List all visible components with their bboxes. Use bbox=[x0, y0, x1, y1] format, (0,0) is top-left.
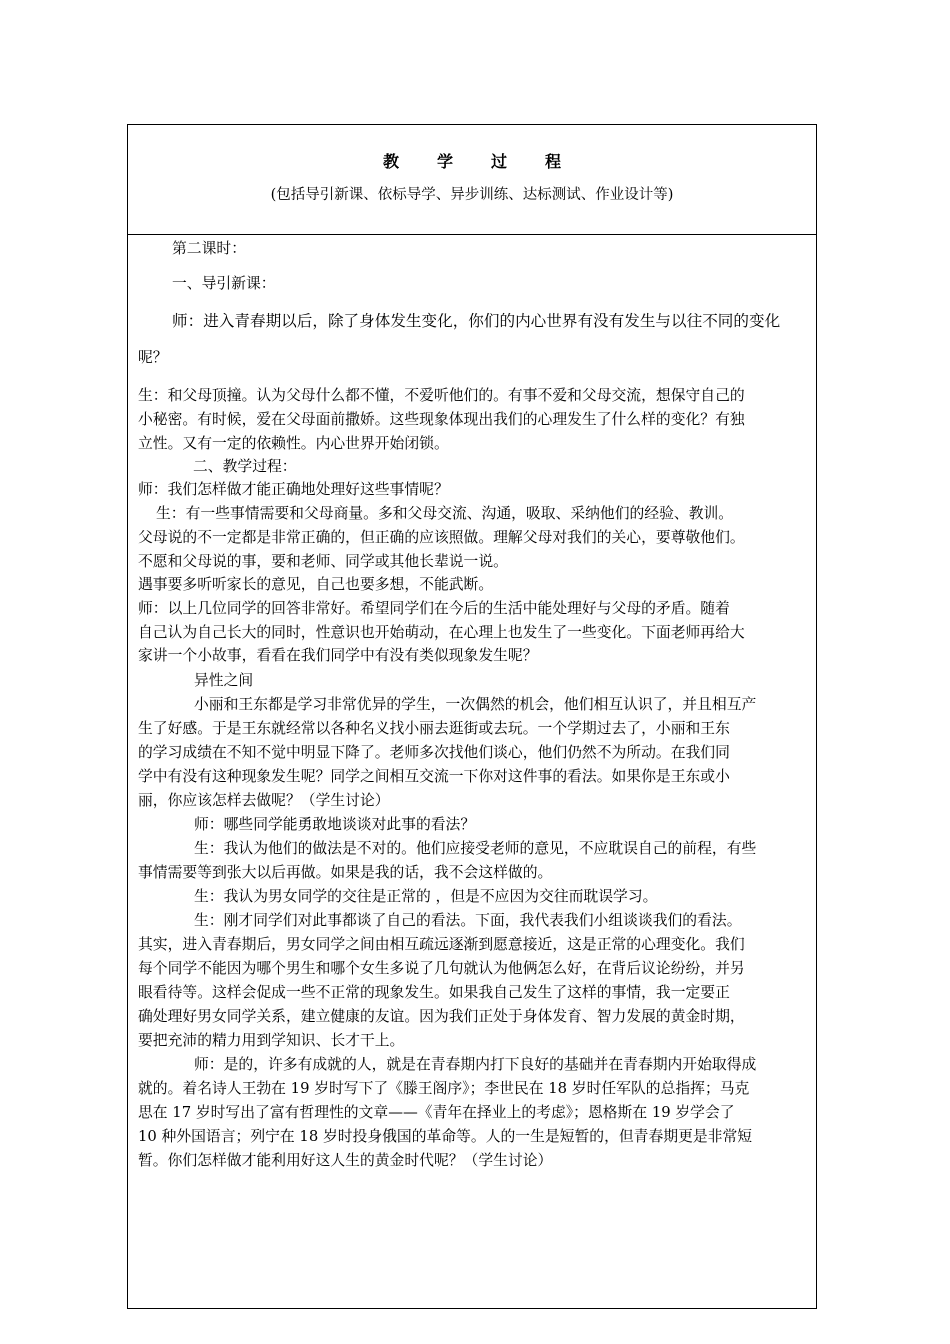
text-line: 每个同学不能因为哪个男生和哪个女生多说了几句就认为他俩怎么好，在背后议论纷纷，并另 bbox=[138, 960, 745, 977]
text-line: 生了好感。于是王东就经常以各种名义找小丽去逛街或去玩。一个学期过去了，小丽和王东 bbox=[138, 720, 730, 737]
text-line: 师：我们怎样做才能正确地处理好这些事情呢？ bbox=[138, 481, 449, 498]
text-line: 二、教学过程： bbox=[193, 458, 297, 475]
text-line: 生：和父母顶撞。认为父母什么都不懂，不爱听他们的。有事不爱和父母交流，想保守自己的 bbox=[138, 387, 745, 404]
text-line: 要把充沛的精力用到学知识、长才干上。 bbox=[138, 1032, 405, 1049]
text-line: 其实，进入青春期后，男女同学之间由相互疏远逐渐到愿意接近，这是正常的心理变化。我们 bbox=[138, 936, 745, 953]
text-line: 思在 17 岁时写出了富有哲理性的文章——《青年在择业上的考虑》；恩格斯在 19 岁学会了 bbox=[138, 1104, 735, 1121]
text-line: 自己认为自己长大的同时，性意识也开始萌动，在心理上也发生了一些变化。下面老师再给大 bbox=[138, 624, 745, 641]
text-line: 师：哪些同学能勇敢地谈谈对此事的看法？ bbox=[194, 816, 476, 833]
text-line: 小丽和王东都是学习非常优异的学生，一次偶然的机会，他们相互认识了，并且相互产 bbox=[194, 696, 757, 713]
text-line: 父母说的不一定都是非常正确的，但正确的应该照做。理解父母对我们的关心，要尊敬他们。 bbox=[138, 529, 745, 546]
text-line: 的学习成绩在不知不觉中明显下降了。老师多次找他们谈心，他们仍然不为所动。在我们同 bbox=[138, 744, 730, 761]
page-title: 教学过程 bbox=[382, 152, 599, 171]
page-subtitle: (包括导引新课、依标导学、异步训练、达标测试、作业设计等) bbox=[270, 187, 674, 203]
text-line: 一、导引新课： bbox=[172, 275, 276, 292]
text-line: 10 种外国语言；列宁在 18 岁时投身俄国的革命等。人的一生是短暂的，但青春期更是非常短 bbox=[138, 1128, 753, 1145]
text-line: 师：是的，许多有成就的人，就是在青春期内打下良好的基础并在青春期内开始取得成 bbox=[194, 1056, 757, 1073]
text-line: 学中有没有这种现象发生呢？同学之间相互交流一下你对这件事的看法。如果你是王东或小 bbox=[138, 768, 730, 785]
text-line: 眼看待等。这样会促成一些不正常的现象发生。如果我自己发生了这样的事情，我一定要正 bbox=[138, 984, 730, 1001]
text-line: 生：我认为男女同学的交往是正常的 ，但是不应因为交往而耽误学习。 bbox=[194, 888, 658, 905]
text-line: 暂。你们怎样做才能利用好这人生的黄金时代呢？（学生讨论） bbox=[138, 1152, 553, 1169]
table-header bbox=[128, 125, 816, 235]
text-line: 家讲一个小故事，看看在我们同学中有没有类似现象发生呢？ bbox=[138, 647, 538, 664]
text-line: 遇事要多听听家长的意见，自己也要多想，不能武断。 bbox=[138, 576, 494, 593]
text-line: 小秘密。有时候，爱在父母面前撒娇。这些现象体现出我们的心理发生了什么样的变化？有独 bbox=[138, 411, 745, 428]
text-line: 生：我认为他们的做法是不对的。他们应接受老师的意见，不应耽误自己的前程，有些 bbox=[194, 840, 757, 857]
text-line: 生：刚才同学们对此事都谈了自己的看法。下面，我代表我们小组谈谈我们的看法。 bbox=[194, 912, 742, 929]
text-line: 丽，你应该怎样去做呢？（学生讨论） bbox=[138, 792, 390, 809]
text-line: 生：有一些事情需要和父母商量。多和父母交流、沟通，吸取、采纳他们的经验、教训。 bbox=[156, 505, 734, 522]
text-line: 师：进入青春期以后，除了身体发生变化，你们的内心世界有没有发生与以往不同的变化 bbox=[172, 312, 781, 330]
text-line: 事情需要等到张大以后再做。如果是我的话，我不会这样做的。 bbox=[138, 864, 553, 881]
text-line: 异性之间 bbox=[194, 672, 254, 689]
text-line: 呢？ bbox=[138, 349, 168, 366]
lesson-body bbox=[128, 235, 816, 1308]
text-line: 确处理好男女同学关系，建立健康的友谊。因为我们正处于身体发育、智力发展的黄金时期， bbox=[138, 1008, 745, 1025]
text-line: 师：以上几位同学的回答非常好。希望同学们在今后的生活中能处理好与父母的矛盾。随着 bbox=[138, 600, 730, 617]
text-line: 第二课时： bbox=[172, 240, 246, 257]
text-line: 不愿和父母说的事，要和老师、同学或其他长辈说一说。 bbox=[138, 553, 508, 570]
lesson-table bbox=[127, 124, 817, 1309]
text-line: 立性。又有一定的依赖性。内心世界开始闭锁。 bbox=[138, 435, 449, 452]
text-line: 就的。着名诗人王勃在 19 岁时写下了《滕王阁序》；李世民在 18 岁时任军队的总指挥；马克 bbox=[138, 1080, 750, 1097]
